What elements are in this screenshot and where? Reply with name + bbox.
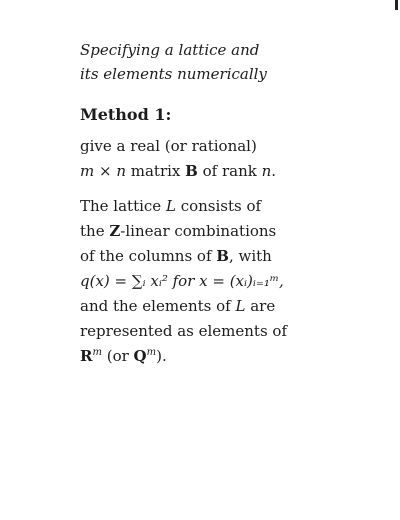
lattice-symbol: L — [165, 197, 176, 215]
para2-text: the — [80, 222, 110, 240]
para2-line-3 — [80, 244, 390, 269]
dimension-expression: m × n — [80, 162, 126, 180]
scan-edge-mark — [395, 0, 398, 10]
exponent: m — [146, 347, 157, 358]
para2-line-5 — [80, 294, 390, 319]
punctuation: ). — [156, 347, 167, 365]
method-heading: Method 1: — [80, 105, 172, 124]
slide-subtitle — [80, 38, 390, 86]
body-text — [80, 134, 390, 369]
para1-line-1: give a real (or rational) — [80, 137, 257, 155]
para1-text: matrix — [126, 162, 186, 180]
subtitle-line-1: Specifying a lattice and — [80, 41, 260, 59]
para2-text: -linear combinations — [120, 222, 277, 240]
lattice-symbol: L — [235, 297, 246, 315]
para2-text: (or — [101, 347, 134, 365]
para1-text: of rank — [197, 162, 262, 180]
para2-text: consists of — [175, 197, 262, 215]
matrix-symbol: B — [185, 162, 198, 180]
para2-line-7 — [80, 344, 390, 369]
rationals-symbol: Q — [133, 347, 147, 365]
matrix-symbol: B — [216, 247, 229, 265]
quadratic-form-formula: q(x) = ∑ᵢ xᵢ² for x = (xᵢ)ᵢ₌₁ᵐ, — [80, 272, 284, 290]
para2-line-1 — [80, 194, 390, 219]
para2-text: of the columns of — [80, 247, 217, 265]
punctuation: . — [271, 162, 277, 180]
exponent: m — [92, 347, 102, 358]
para2-text: and the elements of — [80, 297, 236, 315]
subtitle-line-2: its elements numerically — [80, 65, 267, 83]
integers-symbol: Z — [109, 222, 121, 240]
para2-text: , with — [228, 247, 272, 265]
para2-text: The lattice — [80, 197, 166, 215]
para1-line-2 — [80, 159, 390, 184]
reals-symbol: R — [80, 347, 93, 365]
para2-line-6: represented as elements of — [80, 322, 288, 340]
para2-text: are — [245, 297, 276, 315]
rank-symbol: n — [261, 162, 272, 180]
para2-line-2 — [80, 219, 390, 244]
